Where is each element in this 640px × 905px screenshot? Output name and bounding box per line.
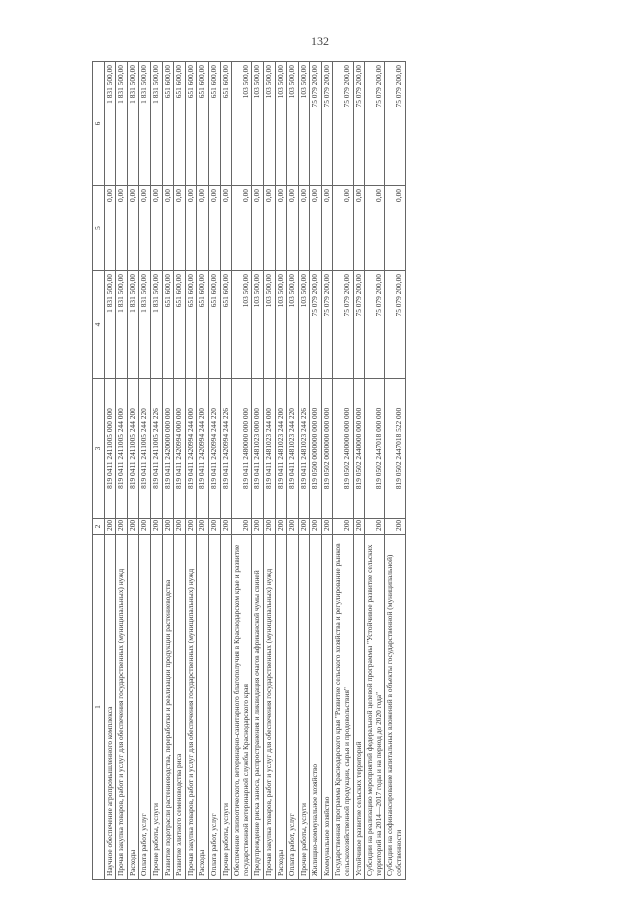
table-cell-c6: 651 600,00 <box>162 62 174 186</box>
table-cell-c4: 651 600,00 <box>220 271 232 379</box>
table-cell-c2: 200 <box>162 519 174 535</box>
table-cell-name: Жилищно-коммунальное хозяйство <box>310 535 322 880</box>
budget-table <box>92 61 406 880</box>
table-cell-c6: 651 600,00 <box>208 62 220 186</box>
table-cell-code: 819 0411 2411005 244 226 <box>150 379 162 519</box>
table-cell-name: Государственная программа Краснодарского края "Развитие сельского хозяйства и регулирование рынков сельскохозяйственной продукции, сырья и продовольствия" <box>333 535 353 880</box>
table-cell-c4: 103 500,00 <box>287 271 299 379</box>
table-cell-c5: 0,00 <box>353 186 365 271</box>
table-cell-c6: 1 831 500,00 <box>127 62 139 186</box>
table-row <box>185 62 197 880</box>
table-cell-c2: 200 <box>208 519 220 535</box>
table-cell-c5: 0,00 <box>365 186 385 271</box>
table-cell-c5: 0,00 <box>232 186 252 271</box>
table-cell-c2: 200 <box>275 519 287 535</box>
table-cell-c6: 103 500,00 <box>232 62 252 186</box>
table-cell-name: Научное обеспечение агропромышленного комплекса <box>104 535 116 880</box>
table-cell-code: 819 0411 2481023 000 000 <box>252 379 264 519</box>
table-cell-code: 819 0411 2411005 244 000 <box>116 379 128 519</box>
table-cell-c2: 200 <box>252 519 264 535</box>
table-cell-c2: 200 <box>116 519 128 535</box>
table-cell-c6: 103 500,00 <box>287 62 299 186</box>
table-cell-c5: 0,00 <box>275 186 287 271</box>
table-cell-name: Оплата работ, услуг <box>208 535 220 880</box>
table-cell-c6: 75 079 200,00 <box>333 62 353 186</box>
table-cell-c4: 651 600,00 <box>162 271 174 379</box>
table-cell-c4: 103 500,00 <box>232 271 252 379</box>
table-cell-c6: 1 831 500,00 <box>150 62 162 186</box>
table-row <box>150 62 162 880</box>
table-cell-name: Развитие элитного семеноводства риса <box>174 535 186 880</box>
table-cell-c2: 200 <box>365 519 385 535</box>
table-cell-c4: 1 831 500,00 <box>150 271 162 379</box>
table-cell-c5: 0,00 <box>185 186 197 271</box>
table-cell-c4: 651 600,00 <box>197 271 209 379</box>
table-cell-code: 819 0411 2481023 244 000 <box>263 379 275 519</box>
table-row <box>127 62 139 880</box>
table-row <box>298 62 310 880</box>
column-header: 1 <box>93 535 105 880</box>
table-row <box>365 62 385 880</box>
table-cell-name: Прочие работы, услуги <box>298 535 310 880</box>
table-cell-c5: 0,00 <box>208 186 220 271</box>
header-row <box>93 62 105 880</box>
table-cell-c6: 651 600,00 <box>174 62 186 186</box>
table-body <box>104 62 405 880</box>
table-cell-c6: 103 500,00 <box>298 62 310 186</box>
table-row <box>321 62 333 880</box>
table-cell-c5: 0,00 <box>197 186 209 271</box>
table-cell-c2: 200 <box>104 519 116 535</box>
table-row <box>252 62 264 880</box>
table-cell-c6: 75 079 200,00 <box>385 62 405 186</box>
table-row <box>208 62 220 880</box>
column-header: 3 <box>93 379 105 519</box>
table-cell-c5: 0,00 <box>310 186 322 271</box>
table-cell-c2: 200 <box>263 519 275 535</box>
column-header: 6 <box>93 62 105 186</box>
table-cell-c4: 103 500,00 <box>263 271 275 379</box>
table-row <box>275 62 287 880</box>
table-cell-c5: 0,00 <box>220 186 232 271</box>
table-cell-name: Прочая закупка товаров, работ и услуг для обеспечения государственных (муниципальных) нужд <box>263 535 275 880</box>
table-cell-c4: 75 079 200,00 <box>321 271 333 379</box>
table-cell-c2: 200 <box>310 519 322 535</box>
table-cell-c5: 0,00 <box>127 186 139 271</box>
table-cell-code: 819 0411 2420994 000 000 <box>174 379 186 519</box>
table-cell-c2: 200 <box>220 519 232 535</box>
table-cell-c6: 75 079 200,00 <box>310 62 322 186</box>
table-row <box>333 62 353 880</box>
table-cell-code: 819 0411 2481023 244 226 <box>298 379 310 519</box>
table-cell-name: Субсидии на софинансирование капитальных вложений в объекты государственной (муниципальной) собственности <box>385 535 405 880</box>
table-cell-c2: 200 <box>185 519 197 535</box>
table-cell-c4: 75 079 200,00 <box>385 271 405 379</box>
table-cell-code: 819 0411 2481023 244 220 <box>287 379 299 519</box>
table-row <box>263 62 275 880</box>
table-cell-c2: 200 <box>287 519 299 535</box>
rotated-table-container <box>92 62 580 880</box>
table-cell-name: Расходы <box>275 535 287 880</box>
table-cell-name: Субсидии на реализацию мероприятий федеральной целевой программы "Устойчивое развитие сельских территорий на 2014—2017 годы и на период до 2020 года" <box>365 535 385 880</box>
table-cell-c2: 200 <box>150 519 162 535</box>
table-cell-code: 819 0411 2420994 244 220 <box>208 379 220 519</box>
table-cell-c4: 75 079 200,00 <box>353 271 365 379</box>
table-cell-c5: 0,00 <box>298 186 310 271</box>
table-cell-c4: 75 079 200,00 <box>310 271 322 379</box>
table-cell-c6: 1 831 500,00 <box>104 62 116 186</box>
table-cell-c5: 0,00 <box>116 186 128 271</box>
table-row <box>116 62 128 880</box>
table-cell-c2: 200 <box>333 519 353 535</box>
table-cell-code: 819 0411 2420994 244 200 <box>197 379 209 519</box>
table-cell-c5: 0,00 <box>333 186 353 271</box>
table-cell-c5: 0,00 <box>162 186 174 271</box>
table-cell-c4: 1 831 500,00 <box>116 271 128 379</box>
table-cell-code: 819 0411 2481023 244 200 <box>275 379 287 519</box>
table-cell-c4: 103 500,00 <box>298 271 310 379</box>
table-cell-c6: 103 500,00 <box>275 62 287 186</box>
table-cell-c4: 103 500,00 <box>252 271 264 379</box>
rotated-table-wrapper <box>92 62 580 880</box>
table-row <box>385 62 405 880</box>
table-row <box>232 62 252 880</box>
table-cell-c6: 1 831 500,00 <box>116 62 128 186</box>
table-cell-c6: 75 079 200,00 <box>365 62 385 186</box>
table-cell-c2: 200 <box>321 519 333 535</box>
table-row <box>197 62 209 880</box>
table-cell-code: 819 0502 2447018 000 000 <box>365 379 385 519</box>
table-cell-c4: 651 600,00 <box>185 271 197 379</box>
table-cell-name: Оплата работ, услуг <box>287 535 299 880</box>
table-cell-c6: 651 600,00 <box>220 62 232 186</box>
table-cell-c5: 0,00 <box>252 186 264 271</box>
table-cell-c5: 0,00 <box>150 186 162 271</box>
table-row <box>310 62 322 880</box>
table-cell-code: 819 0502 2447018 522 000 <box>385 379 405 519</box>
table-cell-code: 819 0411 2411005 244 200 <box>127 379 139 519</box>
table-cell-c5: 0,00 <box>263 186 275 271</box>
column-header: 2 <box>93 519 105 535</box>
table-cell-c4: 651 600,00 <box>174 271 186 379</box>
table-cell-c2: 200 <box>353 519 365 535</box>
table-cell-c4: 1 831 500,00 <box>139 271 151 379</box>
table-row <box>104 62 116 880</box>
table-cell-name: Прочие работы, услуги <box>150 535 162 880</box>
table-cell-c6: 103 500,00 <box>263 62 275 186</box>
table-cell-c5: 0,00 <box>385 186 405 271</box>
table-cell-name: Устойчивое развитие сельских территорий <box>353 535 365 880</box>
table-cell-name: Прочая закупка товаров, работ и услуг для обеспечения государственных (муниципальных) нужд <box>185 535 197 880</box>
table-cell-name: Коммунальное хозяйство <box>321 535 333 880</box>
table-cell-code: 819 0411 2411005 244 220 <box>139 379 151 519</box>
table-cell-name: Расходы <box>127 535 139 880</box>
table-row <box>353 62 365 880</box>
table-row <box>220 62 232 880</box>
table-cell-name: Предупреждение риска заноса, распространения и ликвидация очагов африканской чумы свиней <box>252 535 264 880</box>
table-cell-code: 819 0411 2480000 000 000 <box>232 379 252 519</box>
column-header: 4 <box>93 271 105 379</box>
table-cell-c5: 0,00 <box>287 186 299 271</box>
table-cell-c6: 651 600,00 <box>185 62 197 186</box>
table-cell-c5: 0,00 <box>321 186 333 271</box>
table-cell-code: 819 0411 2420000 000 000 <box>162 379 174 519</box>
table-cell-c2: 200 <box>298 519 310 535</box>
table-cell-code: 819 0500 0000000 000 000 <box>310 379 322 519</box>
table-cell-c6: 651 600,00 <box>197 62 209 186</box>
table-cell-c4: 75 079 200,00 <box>365 271 385 379</box>
table-cell-name: Расходы <box>197 535 209 880</box>
table-cell-c5: 0,00 <box>139 186 151 271</box>
table-cell-c4: 103 500,00 <box>275 271 287 379</box>
table-row <box>162 62 174 880</box>
table-cell-code: 819 0411 2420994 244 226 <box>220 379 232 519</box>
table-cell-c6: 1 831 500,00 <box>139 62 151 186</box>
table-cell-c4: 1 831 500,00 <box>127 271 139 379</box>
table-cell-name: Прочие работы, услуги <box>220 535 232 880</box>
table-cell-c2: 200 <box>232 519 252 535</box>
table-row <box>174 62 186 880</box>
table-cell-c2: 200 <box>139 519 151 535</box>
table-cell-code: 819 0502 0000000 000 000 <box>321 379 333 519</box>
table-cell-c2: 200 <box>385 519 405 535</box>
table-cell-c6: 75 079 200,00 <box>353 62 365 186</box>
table-cell-c6: 103 500,00 <box>252 62 264 186</box>
table-cell-name: Обеспечение эпизоотического, ветеринарно-санитарного благополучия в Краснодарском крае и развитие государственной ветеринарной службы Краснодарского края <box>232 535 252 880</box>
table-row <box>287 62 299 880</box>
table-row <box>139 62 151 880</box>
table-cell-c4: 651 600,00 <box>208 271 220 379</box>
table-cell-c4: 75 079 200,00 <box>333 271 353 379</box>
table-cell-c5: 0,00 <box>174 186 186 271</box>
table-cell-code: 819 0502 2400000 000 000 <box>333 379 353 519</box>
table-cell-code: 819 0502 2440000 000 000 <box>353 379 365 519</box>
table-cell-c6: 75 079 200,00 <box>321 62 333 186</box>
table-cell-name: Оплата работ, услуг <box>139 535 151 880</box>
table-cell-c4: 1 831 500,00 <box>104 271 116 379</box>
table-cell-name: Развитие подотрасли растениеводства, переработки и реализации продукции растениеводства <box>162 535 174 880</box>
page-number: 132 <box>311 34 329 48</box>
column-header: 5 <box>93 186 105 271</box>
table-cell-c2: 200 <box>174 519 186 535</box>
table-cell-c2: 200 <box>197 519 209 535</box>
table-cell-name: Прочая закупка товаров, работ и услуг для обеспечения государственных (муниципальных) нужд <box>116 535 128 880</box>
table-cell-code: 819 0411 2420994 244 000 <box>185 379 197 519</box>
table-cell-code: 819 0411 2411005 000 000 <box>104 379 116 519</box>
table-cell-c5: 0,00 <box>104 186 116 271</box>
table-cell-c2: 200 <box>127 519 139 535</box>
